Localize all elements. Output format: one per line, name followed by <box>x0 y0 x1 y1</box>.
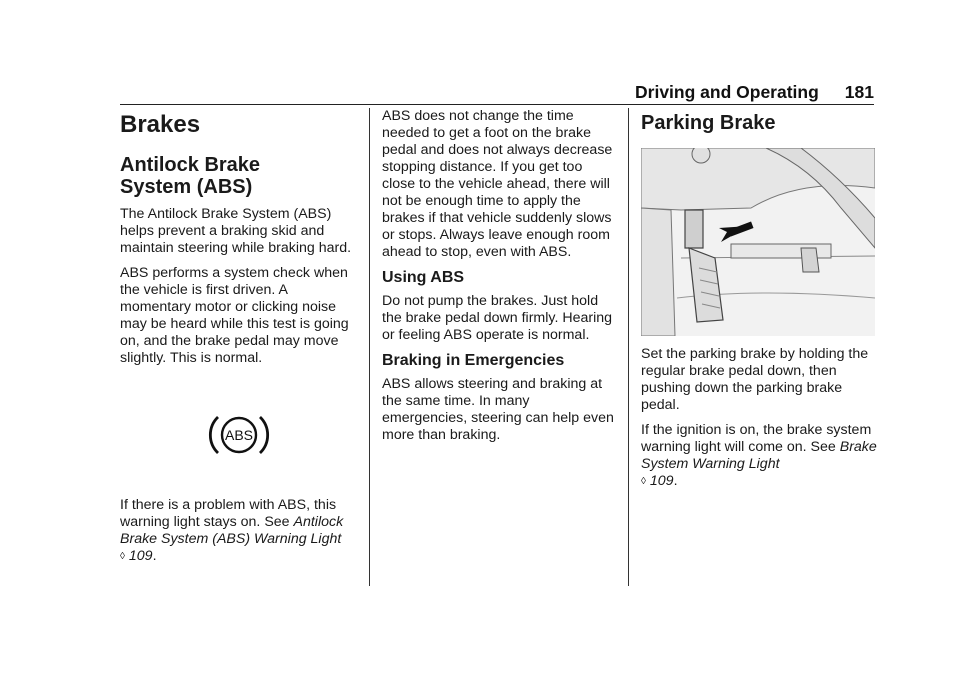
subsection-title-line1: Antilock Brake <box>120 154 261 176</box>
heading-braking-emergencies: Braking in Emergencies <box>382 352 565 369</box>
column-divider-2 <box>628 108 629 586</box>
header-section-title: Driving and Operating <box>635 82 819 102</box>
page-number: 181 <box>844 82 874 102</box>
abs-check-paragraph: ABS performs a system check when the vehicle is first driven. A momentary motor or clicking noise may be heard while this test is going on, and the brake pedal may move slightly. This is normal. <box>120 265 349 366</box>
abs-intro-paragraph: The Antilock Brake System (ABS) helps prevent a braking skid and maintain steering while braking hard. <box>120 206 352 256</box>
page-ref-icon: ◊ <box>641 476 646 487</box>
column-1 <box>120 108 358 573</box>
parking-brake-warning-paragraph <box>641 422 877 490</box>
column-3 <box>641 108 877 498</box>
abs-ref-end: . <box>152 548 157 564</box>
brake-ref-page-link[interactable]: 109 <box>649 473 674 489</box>
parking-brake-set-paragraph: Set the parking brake by holding the regular brake pedal down, then pushing down the parking brake pedal. <box>641 346 869 413</box>
header-rule <box>120 104 874 105</box>
brake-ref-end: . <box>673 473 678 489</box>
abs-warning-icon <box>206 409 272 461</box>
abs-ref-page-link[interactable]: 109 <box>128 548 153 564</box>
brake-warning-text: If the ignition is on, the brake system warning light will come on. See <box>641 422 872 455</box>
subsection-title-abs <box>120 154 358 198</box>
section-title-brakes: Brakes <box>120 111 201 138</box>
brake-system-warning-light-ref[interactable]: Brake System Warning Light <box>641 439 877 472</box>
page-ref-icon: ◊ <box>120 551 125 562</box>
abs-icon-text: ABS <box>224 427 254 443</box>
abs-problem-text: If there is a problem with ABS, this warning light stays on. See <box>120 497 337 530</box>
heading-using-abs: Using ABS <box>382 269 465 286</box>
column-divider-1 <box>369 108 370 586</box>
column-2 <box>382 108 618 452</box>
parking-brake-illustration <box>641 148 875 336</box>
subsection-title-line2: System (ABS) <box>120 176 253 198</box>
page-header <box>635 82 874 103</box>
abs-stopping-paragraph: ABS does not change the time needed to get a foot on the brake pedal and does not always decrease stopping distance. If you get too close to the vehicle ahead, there will not be enough time to apply the brakes if that vehicle suddenly slows or stops. Always leave enough room ahead to stop, even with ABS. <box>382 108 613 260</box>
abs-problem-paragraph <box>120 497 358 565</box>
braking-emergencies-paragraph: ABS allows steering and braking at the same time. In many emergencies, steering can help even more than braking. <box>382 376 614 443</box>
abs-warning-symbol <box>120 377 358 493</box>
using-abs-paragraph: Do not pump the brakes. Just hold the brake pedal down firmly. Hearing or feeling ABS operate is normal. <box>382 293 613 343</box>
abs-warning-light-ref[interactable]: Antilock Brake System (ABS) Warning Light <box>120 514 344 547</box>
section-title-parking-brake: Parking Brake <box>641 112 776 134</box>
